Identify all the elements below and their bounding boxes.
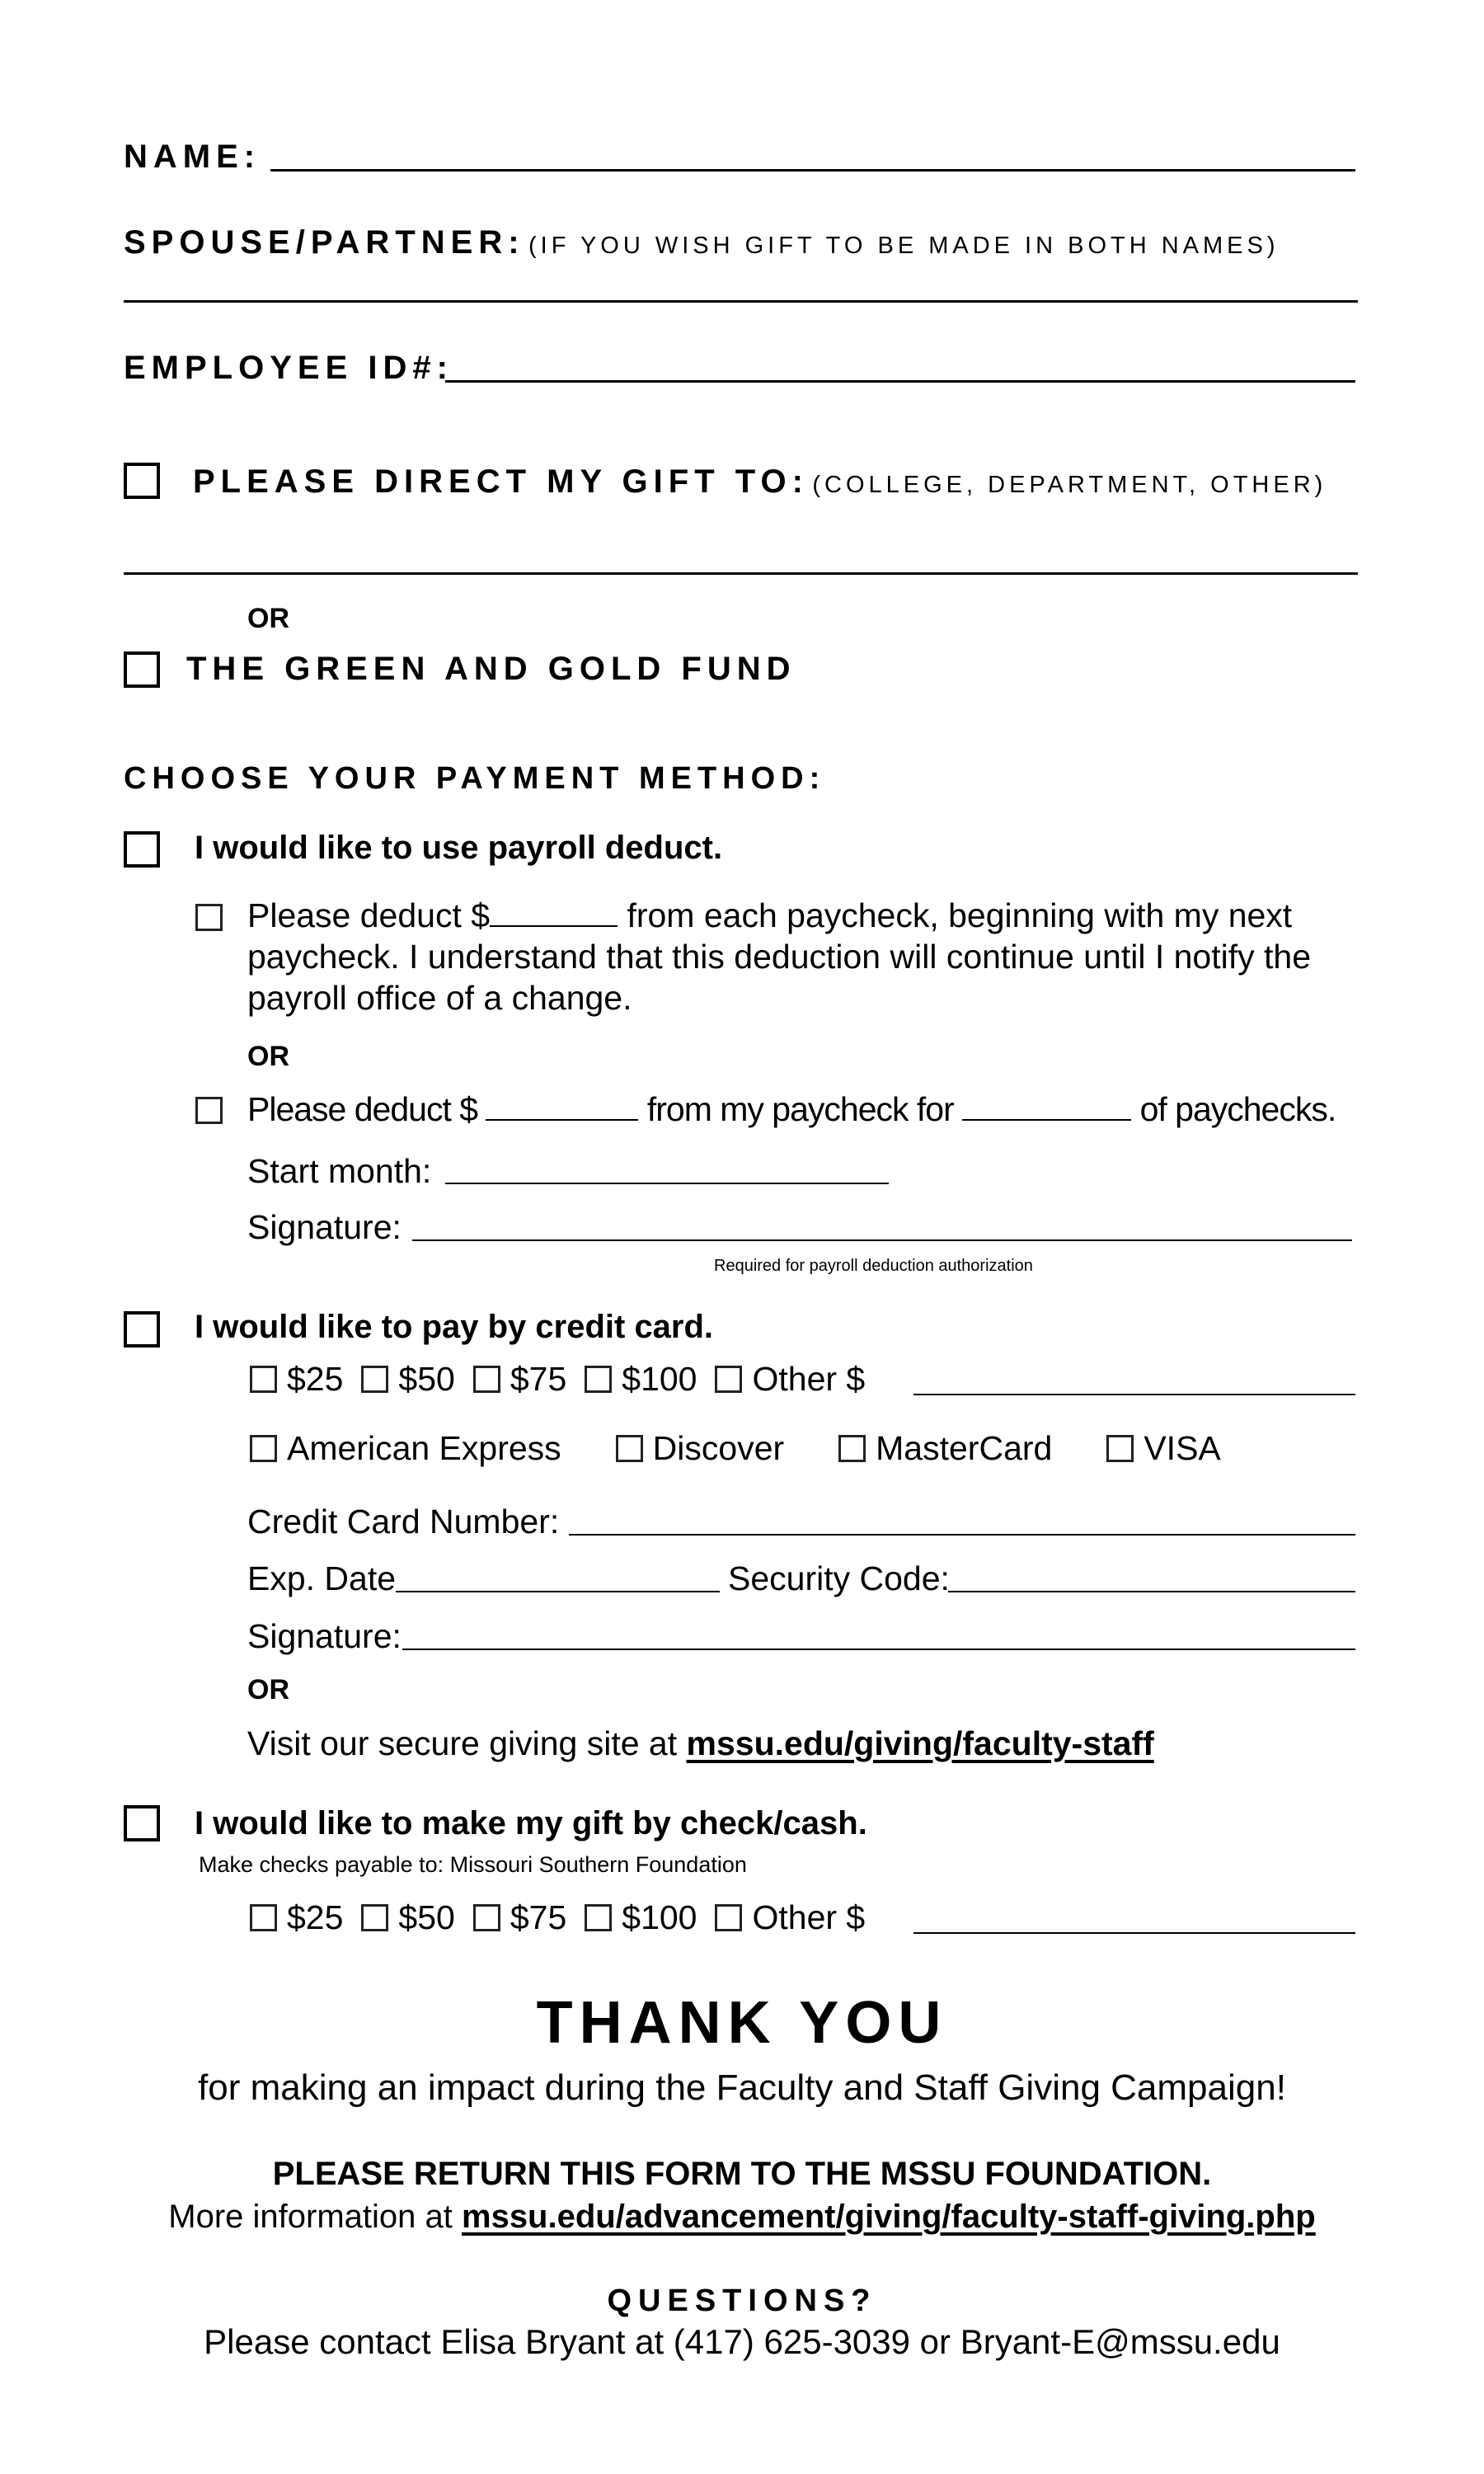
check-other-amount-field[interactable] xyxy=(913,1932,1355,1934)
exp-date-field[interactable] xyxy=(396,1591,720,1592)
credit-amount-75[interactable] xyxy=(473,1360,566,1399)
payroll-signature-label: Signature: xyxy=(247,1208,402,1246)
more-info-link[interactable]: mssu.edu/advancement/giving/faculty-staff-giving.php xyxy=(462,2199,1316,2235)
employee-id-label: EMPLOYEE ID#: xyxy=(124,350,453,386)
amount-label: Other $ xyxy=(752,1359,866,1398)
amount-label: $100 xyxy=(622,1898,697,1936)
contact-info: Please contact Elisa Bryant at (417) 625-3039 or Bryant-E@mssu.edu xyxy=(204,2322,1280,2361)
credit-amount-other[interactable] xyxy=(715,1360,865,1399)
name-label: NAME: xyxy=(124,139,261,175)
option1-amount-field[interactable] xyxy=(490,925,618,927)
payroll-signature-field[interactable] xyxy=(412,1239,1352,1241)
card-types xyxy=(250,1427,1239,1469)
payroll-label: I would like to use payroll deduct. xyxy=(195,830,723,866)
visit-line xyxy=(247,1724,1154,1763)
amount-label: $50 xyxy=(398,1359,455,1398)
option2-text-a: Please deduct $ xyxy=(247,1090,478,1128)
payroll-option2-line xyxy=(247,1090,1336,1129)
green-gold-fund-checkbox[interactable] xyxy=(124,651,160,688)
amount-label: $25 xyxy=(287,1359,344,1398)
or-label: OR xyxy=(247,603,289,634)
card-label: VISA xyxy=(1144,1428,1221,1467)
check-amount-50[interactable] xyxy=(361,1898,454,1937)
direct-gift-checkbox[interactable] xyxy=(124,463,160,499)
option1-text-a: Please deduct $ xyxy=(247,896,491,934)
visit-text: Visit our secure giving site at xyxy=(247,1724,678,1762)
card-visa[interactable] xyxy=(1106,1429,1220,1468)
credit-or-label: OR xyxy=(247,1674,289,1705)
payroll-checkbox[interactable] xyxy=(124,831,160,868)
checkbox-icon xyxy=(585,1904,612,1931)
more-info-line xyxy=(0,2199,1484,2236)
direct-gift-note: (COLLEGE, DEPARTMENT, OTHER) xyxy=(812,472,1327,498)
security-code-field[interactable] xyxy=(948,1591,1355,1592)
amount-label: $100 xyxy=(622,1359,697,1398)
card-label: MasterCard xyxy=(876,1428,1053,1467)
card-number-field[interactable] xyxy=(569,1534,1355,1536)
check-amount-other[interactable] xyxy=(715,1898,865,1937)
check-amounts xyxy=(250,1897,883,1938)
payment-method-heading: CHOOSE YOUR PAYMENT METHOD: xyxy=(124,761,826,796)
checkbox-icon xyxy=(585,1366,612,1393)
check-amount-25[interactable] xyxy=(250,1898,343,1937)
credit-card-checkbox[interactable] xyxy=(124,1311,160,1348)
card-number-label: Credit Card Number: xyxy=(247,1503,560,1540)
questions-heading: QUESTIONS? xyxy=(607,2284,877,2318)
credit-other-amount-field[interactable] xyxy=(913,1394,1355,1395)
credit-amount-50[interactable] xyxy=(361,1360,454,1399)
return-instruction: PLEASE RETURN THIS FORM TO THE MSSU FOUNDATION. xyxy=(272,2156,1212,2192)
checkbox-icon xyxy=(473,1366,500,1393)
green-gold-fund-label: THE GREEN AND GOLD FUND xyxy=(186,651,796,687)
checkbox-icon xyxy=(250,1435,277,1462)
checkbox-icon xyxy=(616,1435,643,1462)
payroll-or-label: OR xyxy=(247,1041,289,1072)
credit-signature-field[interactable] xyxy=(402,1649,1355,1650)
payroll-option1-line1 xyxy=(247,896,1292,935)
direct-gift-field[interactable] xyxy=(124,572,1358,575)
payroll-option1-checkbox[interactable] xyxy=(195,904,223,931)
thank-you-heading: THANK YOU xyxy=(536,1990,948,2056)
credit-amount-100[interactable] xyxy=(585,1360,697,1399)
security-code-label: Security Code: xyxy=(728,1559,950,1597)
credit-card-label: I would like to pay by credit card. xyxy=(195,1309,714,1345)
card-discover[interactable] xyxy=(616,1429,784,1468)
checkbox-icon xyxy=(715,1366,742,1393)
option2-count-field[interactable] xyxy=(962,1119,1131,1121)
start-month-field[interactable] xyxy=(445,1183,889,1184)
card-label: Discover xyxy=(652,1428,785,1467)
checkbox-icon xyxy=(715,1904,742,1931)
payroll-signature-note: Required for payroll deduction authorization xyxy=(714,1257,1033,1275)
checkbox-icon xyxy=(361,1904,388,1931)
giving-site-link[interactable]: mssu.edu/giving/faculty-staff xyxy=(686,1724,1154,1762)
payroll-option2-checkbox[interactable] xyxy=(195,1097,223,1124)
checkbox-icon xyxy=(361,1366,388,1393)
checkbox-icon xyxy=(250,1366,277,1393)
spouse-heading xyxy=(124,224,1280,261)
checkbox-icon xyxy=(1106,1435,1134,1462)
amount-label: $75 xyxy=(510,1359,567,1398)
direct-gift-label: PLEASE DIRECT MY GIFT TO: xyxy=(193,463,809,500)
check-cash-label: I would like to make my gift by check/cash. xyxy=(195,1805,867,1841)
card-amex[interactable] xyxy=(250,1429,561,1468)
amount-label: $50 xyxy=(398,1898,455,1936)
option2-text-b: from my paycheck for xyxy=(646,1090,954,1128)
card-mastercard[interactable] xyxy=(838,1429,1052,1468)
thank-you-subtitle: for making an impact during the Faculty and Staff Giving Campaign! xyxy=(198,2067,1286,2108)
name-field[interactable] xyxy=(270,169,1355,172)
option1-text-b: from each paycheck, beginning with my next xyxy=(627,896,1293,934)
check-cash-checkbox[interactable] xyxy=(124,1805,160,1841)
credit-amount-25[interactable] xyxy=(250,1360,343,1399)
credit-signature-label: Signature: xyxy=(247,1617,402,1655)
checkbox-icon xyxy=(250,1904,277,1931)
check-payable-note: Make checks payable to: Missouri Southern Foundation xyxy=(199,1852,747,1877)
checkbox-icon xyxy=(838,1435,866,1462)
employee-id-field[interactable] xyxy=(445,380,1355,383)
spouse-field[interactable] xyxy=(124,300,1358,303)
payroll-option1-line3: payroll office of a change. xyxy=(247,979,632,1017)
option2-amount-field[interactable] xyxy=(486,1119,638,1121)
exp-date-label: Exp. Date xyxy=(247,1559,397,1597)
direct-gift-heading xyxy=(193,463,1327,501)
amount-label: Other $ xyxy=(752,1898,866,1936)
credit-amounts xyxy=(250,1358,883,1399)
more-info-text: More information at xyxy=(168,2199,453,2235)
payroll-option1-line2: paycheck. I understand that this deduction will continue until I notify the xyxy=(247,938,1311,976)
amount-label: $75 xyxy=(510,1898,567,1936)
option2-text-c: of paychecks. xyxy=(1139,1090,1336,1128)
amount-label: $25 xyxy=(287,1898,344,1936)
check-amount-75[interactable] xyxy=(473,1898,566,1937)
card-label: American Express xyxy=(287,1428,561,1467)
check-amount-100[interactable] xyxy=(585,1898,697,1937)
checkbox-icon xyxy=(473,1904,500,1931)
spouse-note: (IF YOU WISH GIFT TO BE MADE IN BOTH NAMES) xyxy=(528,233,1280,259)
spouse-label: SPOUSE/PARTNER: xyxy=(124,224,525,261)
start-month-label: Start month: xyxy=(247,1152,432,1190)
